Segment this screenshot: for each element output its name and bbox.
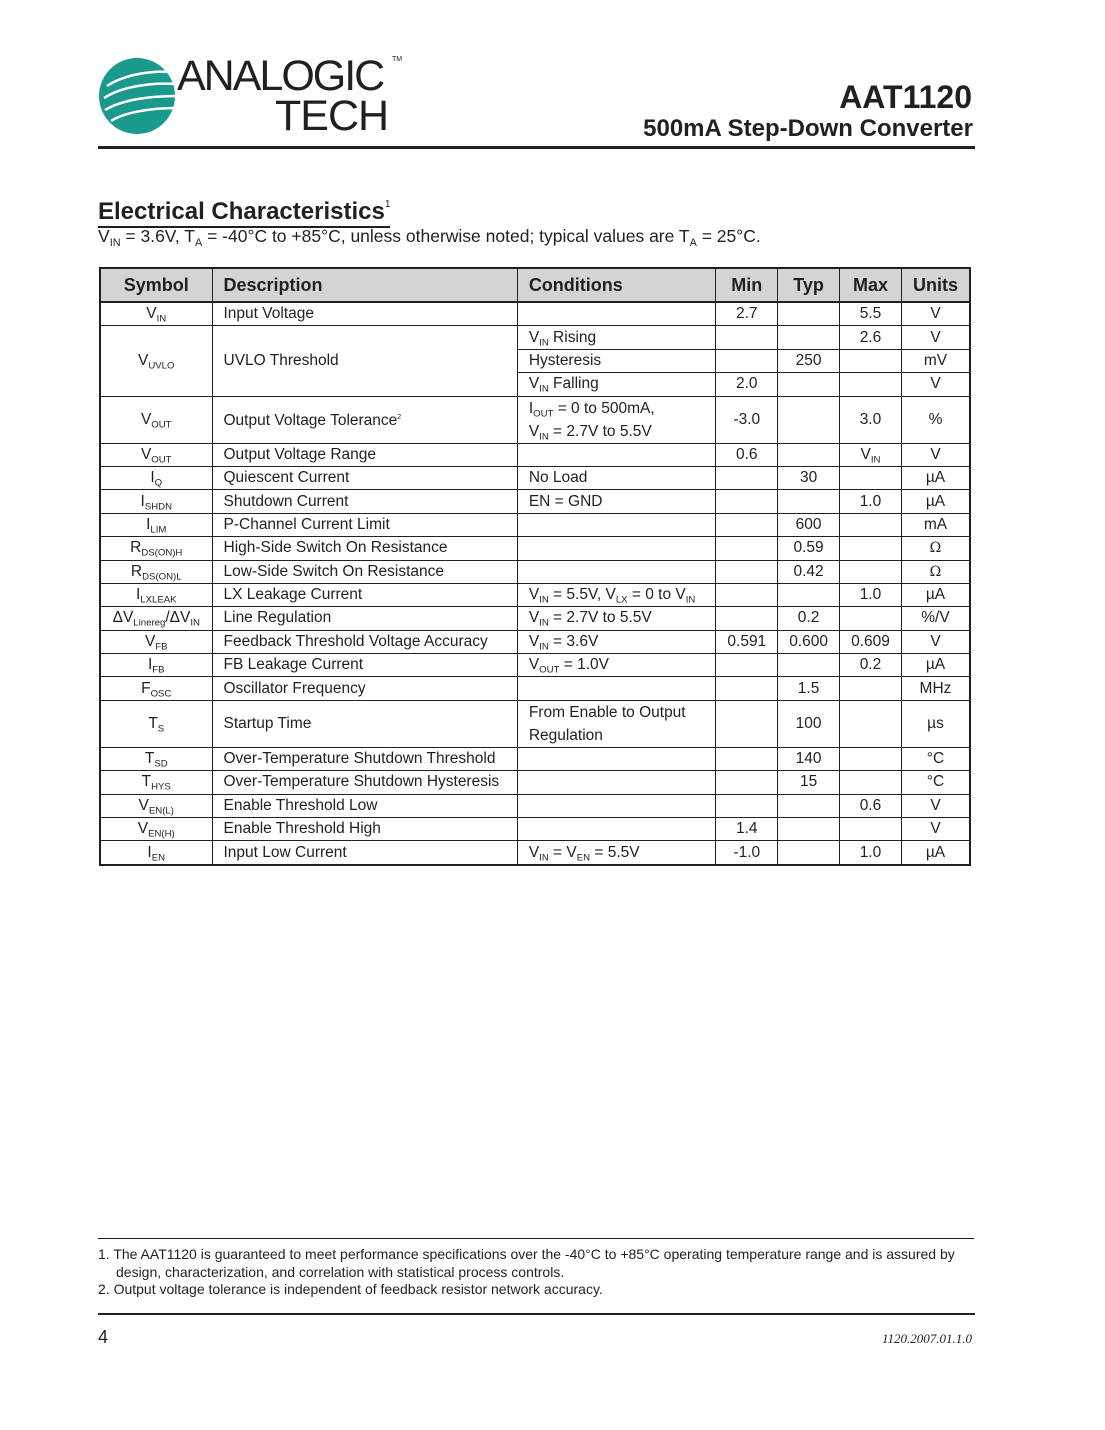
table-row (100, 771, 970, 794)
table-row (100, 818, 970, 841)
symbol-cell (100, 630, 212, 653)
cond-text: = 1.0V (559, 656, 609, 674)
description-cell: LX Leakage Current (212, 583, 517, 606)
footnote-divider (98, 1238, 974, 1239)
max-cell (839, 771, 901, 794)
symbol-sub: HYS (151, 781, 171, 793)
units-cell: % (901, 396, 970, 443)
typ-cell (778, 443, 840, 466)
max-cell (839, 466, 901, 489)
symbol-sub: LXLEAK (140, 594, 177, 606)
units-cell: µA (901, 490, 970, 513)
description-cell: Enable Threshold Low (212, 794, 517, 817)
footnote-ref: 1 (384, 199, 391, 210)
symbol: V (140, 410, 152, 428)
units-cell: µA (901, 841, 970, 865)
symbol-cell (100, 560, 212, 583)
table-row (100, 537, 970, 560)
symbol-cell (100, 771, 212, 794)
col-header-conditions: Conditions (517, 268, 716, 302)
units-cell: mA (901, 513, 970, 536)
symbol: V (138, 796, 149, 814)
description-text: Output Voltage Tolerance (223, 412, 398, 430)
cond-text: = -40°C to +85°C, unless otherwise noted; typical values are T (202, 226, 690, 246)
table-row (100, 583, 970, 606)
conditions-cell (517, 443, 716, 466)
typ-cell: 140 (778, 747, 840, 770)
description-cell: Startup Time (212, 700, 517, 747)
cond-text: Falling (548, 375, 599, 393)
typ-cell (778, 818, 840, 841)
cond-text: V (528, 375, 540, 393)
description-cell: Input Voltage (212, 302, 517, 326)
col-header-typ: Typ (778, 268, 840, 302)
symbol-sub: EN(H) (148, 828, 175, 840)
part-number: AAT1120 (839, 79, 972, 115)
symbol-cell (100, 794, 212, 817)
description-cell: Quiescent Current (212, 466, 517, 489)
table-row (100, 396, 970, 443)
cond-text: = 2.7V to 5.5V (548, 422, 652, 440)
max-cell: 2.6 (839, 326, 901, 349)
max-cell (839, 560, 901, 583)
units-cell: Ω (901, 537, 970, 560)
description-cell: Low-Side Switch On Resistance (212, 560, 517, 583)
units-cell: V (901, 443, 970, 466)
cond-text: V (528, 422, 540, 440)
units-cell: µA (901, 466, 970, 489)
symbol: V (140, 445, 152, 463)
min-cell: 2.0 (716, 373, 778, 396)
cond-sub: OUT (539, 664, 560, 676)
logo-wordmark-analogic: ANALOGIC (177, 52, 384, 100)
cond-text: = 3.6V, T (120, 226, 195, 246)
units-cell: mV (901, 349, 970, 372)
conditions-cell (517, 560, 716, 583)
symbol: T (148, 714, 158, 732)
min-cell: -1.0 (716, 841, 778, 865)
description-cell: Enable Threshold High (212, 818, 517, 841)
symbol-sub: UVLO (148, 360, 175, 372)
conditions-cell (517, 747, 716, 770)
typ-cell: 600 (778, 513, 840, 536)
cond-text: V (528, 609, 540, 627)
cond-sub: EN (576, 851, 591, 863)
conditions-cell (517, 677, 716, 700)
typ-cell: 0.42 (778, 560, 840, 583)
symbol: I (150, 469, 155, 487)
cond-text: V (528, 586, 540, 604)
cond-sub: IN (539, 617, 549, 629)
symbol-sub: IN (190, 617, 200, 629)
min-cell (716, 490, 778, 513)
min-cell (716, 466, 778, 489)
min-cell (716, 794, 778, 817)
table-row (100, 513, 970, 536)
cond-text: V (98, 226, 110, 246)
table-row (100, 794, 970, 817)
min-cell (716, 583, 778, 606)
cond-line: From Enable to Output (528, 703, 686, 721)
description-cell: Input Low Current (212, 841, 517, 865)
min-cell: 0.591 (716, 630, 778, 653)
cond-line (529, 420, 705, 443)
min-cell (716, 654, 778, 677)
description-cell: P-Channel Current Limit (212, 513, 517, 536)
symbol-sub: IN (156, 313, 167, 325)
max-cell: 1.0 (839, 583, 901, 606)
cond-text: = 2.7V to 5.5V (548, 609, 652, 627)
units-cell: V (901, 818, 970, 841)
electrical-characteristics-table (99, 267, 971, 866)
typ-cell (778, 396, 840, 443)
min-cell: 2.7 (716, 302, 778, 326)
conditions-cell (517, 794, 716, 817)
max-text: V (860, 445, 871, 463)
header-divider (98, 146, 975, 149)
table-row (100, 630, 970, 653)
symbol-cell (100, 513, 212, 536)
symbol-cell (100, 302, 212, 326)
symbol: T (144, 750, 155, 768)
units-cell: V (901, 630, 970, 653)
cond-text: = 5.5V (590, 843, 640, 861)
units-cell: V (901, 326, 970, 349)
units-cell: V (901, 302, 970, 326)
conditions-cell (517, 537, 716, 560)
symbol-cell (100, 700, 212, 747)
col-header-max: Max (839, 268, 901, 302)
cond-line: Regulation (528, 726, 603, 744)
symbol-sub: OUT (151, 418, 172, 430)
max-cell (839, 700, 901, 747)
max-cell: 5.5 (839, 302, 901, 326)
symbol: R (130, 539, 142, 557)
min-cell (716, 700, 778, 747)
max-cell (839, 349, 901, 372)
description-cell: High-Side Switch On Resistance (212, 537, 517, 560)
cond-sub: IN (539, 641, 549, 653)
description-cell: Shutdown Current (212, 490, 517, 513)
cond-sub: IN (109, 236, 121, 249)
typ-cell (778, 654, 840, 677)
typ-cell (778, 302, 840, 326)
page-number: 4 (98, 1327, 109, 1347)
max-cell (839, 607, 901, 630)
conditions-cell (517, 607, 716, 630)
units-cell: °C (901, 747, 970, 770)
footnote-ref: 2 (397, 414, 402, 422)
test-conditions (98, 225, 761, 247)
symbol-cell (100, 747, 212, 770)
symbol-sub: Linereg (133, 617, 166, 629)
typ-cell: 250 (778, 349, 840, 372)
typ-cell: 0.2 (778, 607, 840, 630)
symbol-sub: FB (155, 641, 168, 653)
max-cell: 0.2 (839, 654, 901, 677)
cond-sub: A (194, 236, 203, 249)
symbol-cell (100, 583, 212, 606)
typ-cell: 0.600 (778, 630, 840, 653)
cond-sub: IN (685, 594, 696, 606)
table-header-row (100, 268, 970, 302)
symbol-cell (100, 607, 212, 630)
cond-text: V (528, 843, 540, 861)
symbol: ΔV (112, 609, 134, 627)
col-header-units: Units (901, 268, 970, 302)
table-row (100, 607, 970, 630)
typ-cell (778, 583, 840, 606)
symbol-cell (100, 326, 212, 396)
description-cell: Feedback Threshold Voltage Accuracy (212, 630, 517, 653)
cond-text: = 3.6V (548, 632, 599, 650)
symbol-cell (100, 818, 212, 841)
footer-divider (98, 1313, 975, 1315)
table-row (100, 747, 970, 770)
symbol: V (146, 305, 157, 323)
units-cell: V (901, 794, 970, 817)
max-cell: 0.6 (839, 794, 901, 817)
cond-text: V (528, 632, 540, 650)
table-row (100, 560, 970, 583)
cond-sub: OUT (533, 407, 554, 419)
conditions-cell (517, 630, 716, 653)
cond-text: = V (548, 843, 577, 861)
conditions-cell (517, 396, 716, 443)
symbol-cell (100, 466, 212, 489)
symbol-cell (100, 677, 212, 700)
max-cell (839, 373, 901, 396)
units-cell: %/V (901, 607, 970, 630)
table-row (100, 466, 970, 489)
units-cell: Ω (901, 560, 970, 583)
table-row (100, 677, 970, 700)
conditions-cell: Hysteresis (517, 349, 716, 372)
description-cell: Over-Temperature Shutdown Hysteresis (212, 771, 517, 794)
typ-cell (778, 794, 840, 817)
min-cell (716, 677, 778, 700)
cond-sub: IN (539, 851, 549, 863)
description-cell: Over-Temperature Shutdown Threshold (212, 747, 517, 770)
symbol-cell (100, 537, 212, 560)
units-cell: µs (901, 700, 970, 747)
symbol-cell (100, 490, 212, 513)
max-cell: 1.0 (839, 841, 901, 865)
symbol: V (144, 632, 156, 650)
footnote-2: 2. Output voltage tolerance is independent of feedback resistor network accuracy. (98, 1281, 603, 1297)
trademark-symbol: TM (392, 56, 403, 63)
units-cell: V (901, 373, 970, 396)
conditions-cell (517, 373, 716, 396)
cond-text: = 0 to 500mA, (553, 399, 655, 417)
cond-text: I (528, 399, 534, 417)
min-cell (716, 537, 778, 560)
symbol-sub: S (157, 723, 165, 735)
cond-sub: IN (539, 430, 549, 442)
cond-sub: IN (539, 336, 549, 348)
conditions-cell (517, 654, 716, 677)
section-title (98, 191, 390, 228)
cond-line (529, 397, 705, 420)
symbol: I (147, 843, 152, 861)
cond-text: Rising (548, 328, 597, 346)
min-cell (716, 326, 778, 349)
max-cell (839, 443, 901, 466)
max-cell (839, 537, 901, 560)
conditions-cell (517, 700, 716, 747)
cond-text: V (528, 656, 540, 674)
min-cell (716, 560, 778, 583)
cond-text: = 0 to V (627, 586, 686, 604)
description-cell: FB Leakage Current (212, 654, 517, 677)
section-title-text: Electrical Characteristics (98, 198, 385, 225)
conditions-cell (517, 841, 716, 865)
conditions-cell (517, 818, 716, 841)
max-cell (839, 513, 901, 536)
cond-sub: IN (539, 594, 549, 606)
table-row (100, 490, 970, 513)
symbol: F (141, 679, 151, 697)
table-row (100, 654, 970, 677)
col-header-description: Description (212, 268, 517, 302)
min-cell (716, 349, 778, 372)
cond-text: = 5.5V, V (548, 586, 616, 604)
symbol: I (146, 515, 151, 533)
conditions-cell (517, 771, 716, 794)
symbol-sub: EN (151, 851, 166, 863)
footnotes (98, 1246, 978, 1299)
min-cell: 1.4 (716, 818, 778, 841)
typ-cell (778, 841, 840, 865)
conditions-cell: EN = GND (517, 490, 716, 513)
document-code: 1120.2007.01.1.0 (881, 1331, 972, 1346)
description-cell: Oscillator Frequency (212, 677, 517, 700)
symbol: I (135, 586, 141, 604)
conditions-cell (517, 513, 716, 536)
logo-globe-icon (97, 56, 177, 136)
max-cell (839, 747, 901, 770)
conditions-cell: No Load (517, 466, 716, 489)
max-cell (839, 818, 901, 841)
typ-cell (778, 490, 840, 513)
typ-cell: 100 (778, 700, 840, 747)
conditions-cell (517, 302, 716, 326)
symbol: V (137, 820, 149, 838)
table-row (100, 302, 970, 326)
symbol: I (140, 492, 145, 510)
symbol-sub: OSC (150, 688, 172, 700)
typ-cell: 1.5 (778, 677, 840, 700)
min-cell: -3.0 (716, 396, 778, 443)
analogictech-logo (97, 52, 407, 140)
symbol: V (138, 351, 149, 369)
min-cell (716, 513, 778, 536)
col-header-symbol: Symbol (100, 268, 212, 302)
cond-sub: LX (615, 594, 628, 606)
max-sub: IN (870, 454, 881, 466)
description-cell (212, 396, 517, 443)
symbol-cell (100, 654, 212, 677)
max-cell (839, 677, 901, 700)
min-cell (716, 607, 778, 630)
symbol-sub: OUT (151, 454, 172, 466)
min-cell: 0.6 (716, 443, 778, 466)
table-row (100, 841, 970, 865)
symbol: T (141, 773, 152, 791)
max-cell: 3.0 (839, 396, 901, 443)
description-cell: UVLO Threshold (212, 326, 517, 396)
units-cell: µA (901, 654, 970, 677)
symbol-cell (100, 396, 212, 443)
units-cell: µA (901, 583, 970, 606)
symbol: R (130, 562, 143, 580)
part-description: 500mA Step-Down Converter (643, 115, 973, 142)
typ-cell: 30 (778, 466, 840, 489)
cond-text: V (528, 328, 540, 346)
conditions-cell (517, 326, 716, 349)
max-cell: 1.0 (839, 490, 901, 513)
typ-cell (778, 373, 840, 396)
max-cell: 0.609 (839, 630, 901, 653)
symbol-sub: LIM (150, 524, 167, 536)
logo-wordmark-tech: TECH (275, 92, 389, 140)
units-cell: °C (901, 771, 970, 794)
min-cell (716, 771, 778, 794)
symbol-sub: DS(ON)H (141, 547, 183, 559)
table-row (100, 443, 970, 466)
typ-cell: 15 (778, 771, 840, 794)
symbol: /ΔV (165, 609, 191, 627)
table-row (100, 700, 970, 747)
col-header-min: Min (716, 268, 778, 302)
description-cell: Output Voltage Range (212, 443, 517, 466)
symbol-cell (100, 443, 212, 466)
symbol-sub: FB (152, 664, 165, 676)
symbol-sub: SD (154, 758, 168, 770)
min-cell (716, 747, 778, 770)
cond-sub: IN (539, 383, 549, 395)
symbol: I (147, 656, 153, 674)
symbol-sub: DS(ON)L (142, 571, 182, 583)
cond-text: = 25°C. (696, 226, 761, 246)
symbol-cell (100, 841, 212, 865)
symbol-sub: Q (154, 477, 163, 489)
typ-cell (778, 326, 840, 349)
description-cell: Line Regulation (212, 607, 517, 630)
symbol-sub: SHDN (144, 500, 172, 512)
footnote-1: 1. The AAT1120 is guaranteed to meet performance specifications over the -40°C to +85°C operating temperature range and is assured by design, characterization, and correlation with statistical process controls. (98, 1246, 955, 1280)
conditions-cell (517, 583, 716, 606)
typ-cell: 0.59 (778, 537, 840, 560)
table-row (100, 326, 970, 349)
cond-sub: A (689, 236, 697, 249)
units-cell: MHz (901, 677, 970, 700)
symbol-sub: EN(L) (148, 805, 174, 817)
